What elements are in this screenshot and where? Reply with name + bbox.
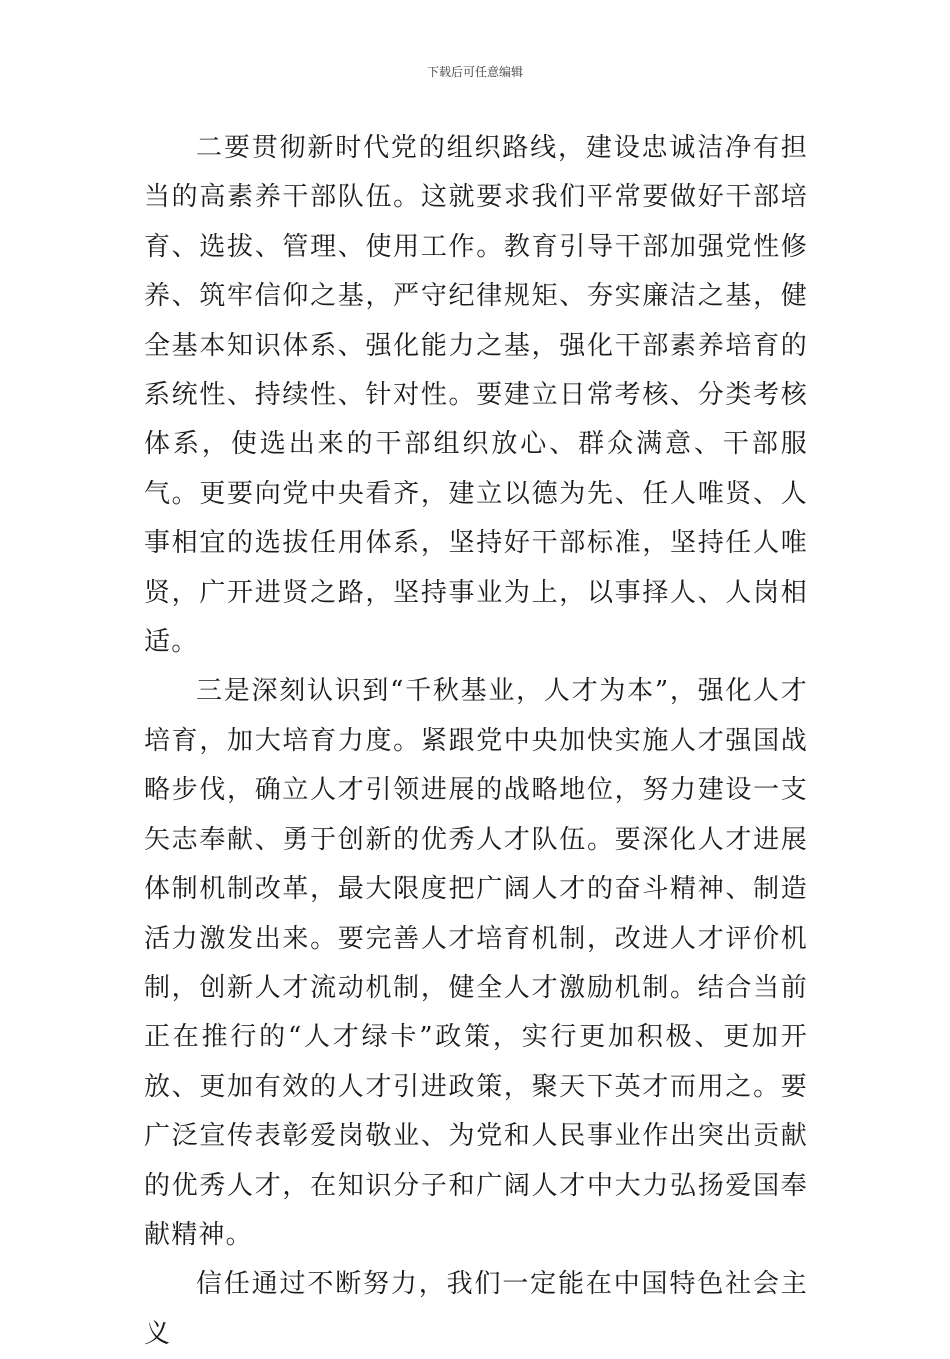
page-header: 下载后可任意编辑	[426, 65, 523, 79]
paragraph-closing: 信任通过不断努力，我们一定能在中国特色社会主义	[144, 1269, 808, 1349]
document-body	[144, 124, 808, 1359]
paragraph-talent-cultivation: 三是深刻认识到“千秋基业，人才为本”，强化人才培育，加大培育力度。紧跟党中央加快实施人才强国战略步伐，确立人才引领进展的战略地位，努力建设一支矢志奉献、勇于创新的优秀人才队伍。要深化人才进展体制机制改革，最大限度把广阔人才的奋斗精神、制造活力激发出来。要完善人才培育机制，改进人才评价机制，创新人才流动机制，健全人才激励机制。结合当前正在推行的“人才绿卡”政策，实行更加积极、更加开放、更加有效的人才引进政策，聚天下英才而用之。要广泛宣传表彰爱岗敬业、为党和人民事业作出突出贡献的优秀人才，在知识分子和广阔人才中大力弘扬爱国奉献精神。	[144, 676, 808, 1250]
paragraph-cadre-team: 二要贯彻新时代党的组织路线，建设忠诚洁净有担当的高素养干部队伍。这就要求我们平常要做好干部培育、选拔、管理、使用工作。教育引导干部加强党性修养、筑牢信仰之基，严守纪律规矩、夯实廉洁之基，健全基本知识体系、强化能力之基，强化干部素养培育的系统性、持续性、针对性。要建立日常考核、分类考核体系，使选出来的干部组织放心、群众满意、干部服气。更要向党中央看齐，建立以德为先、任人唯贤、人事相宜的选拔任用体系，坚持好干部标准，坚持任人唯贤，广开进贤之路，坚持事业为上，以事择人、人岗相适。	[144, 133, 808, 658]
